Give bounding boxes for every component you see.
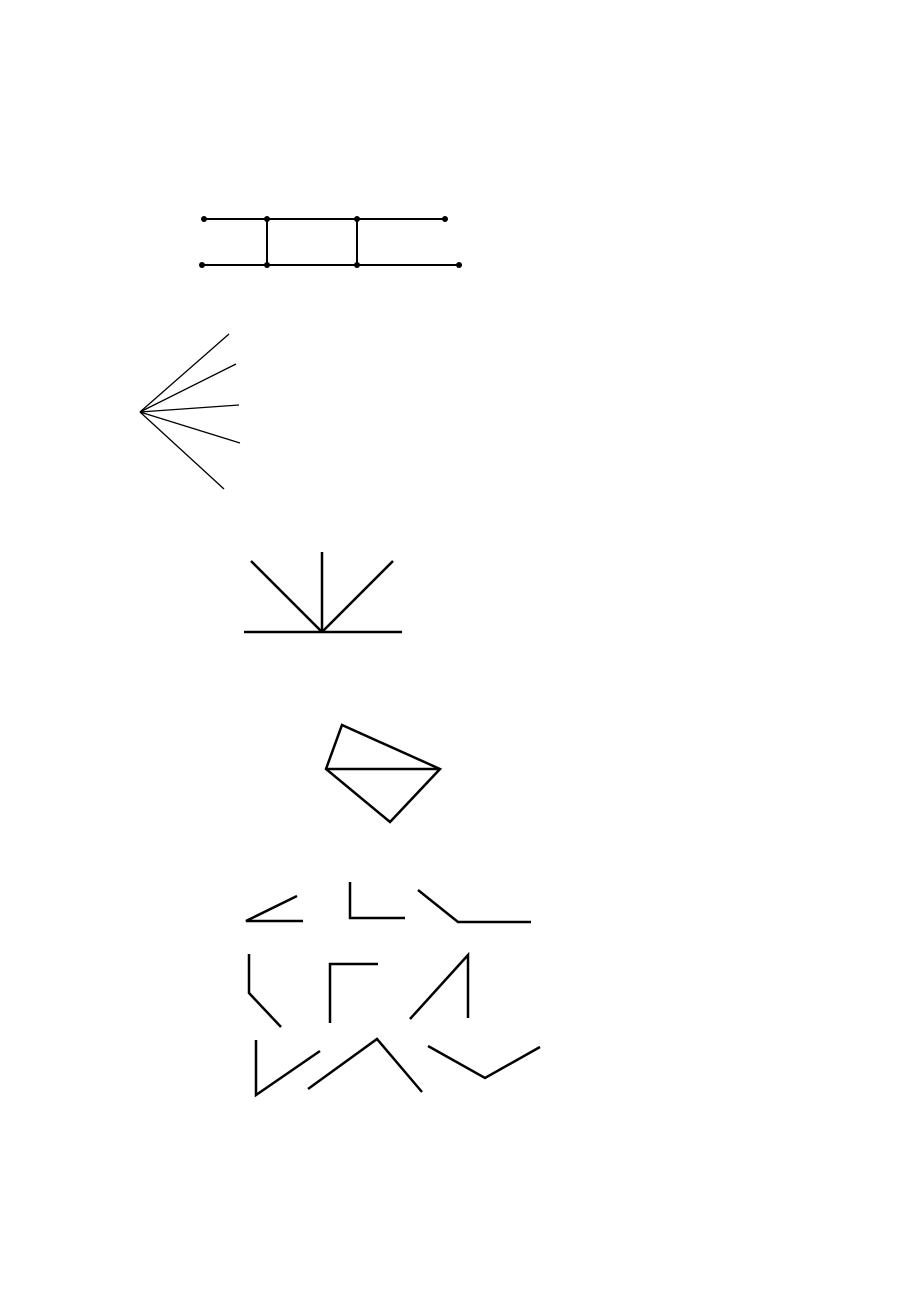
figure-4-quadrilateral [326, 725, 440, 822]
figure-2-rays [140, 334, 240, 489]
figure-5-angles [246, 882, 540, 1095]
figure-3-right-angles [244, 552, 402, 632]
figure-1-segments [199, 216, 462, 268]
